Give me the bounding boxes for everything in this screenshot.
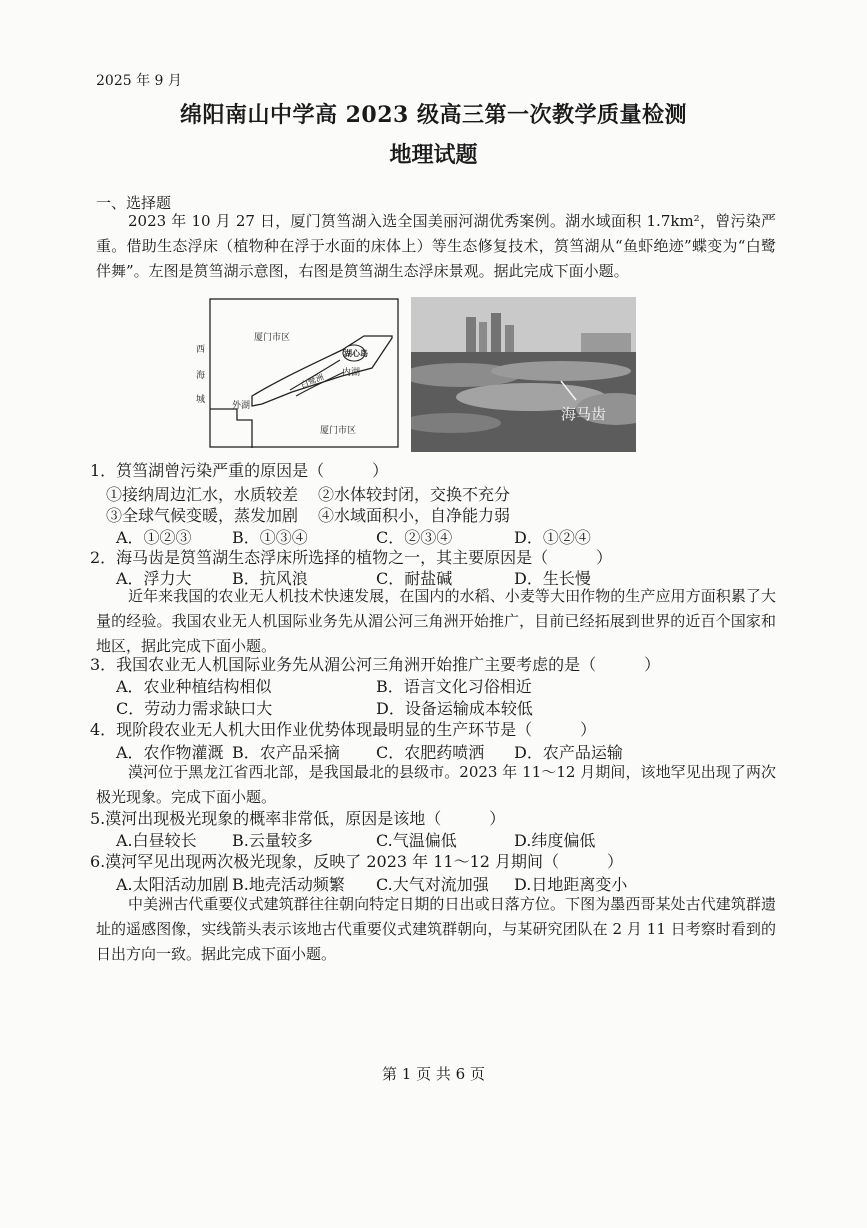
map-label-seawall-1: 西: [196, 345, 206, 355]
passage-yundang-lake: 2023 年 10 月 27 日，厦门筼筜湖入选全国美丽河湖优秀案例。湖水域面积 1.7km²，曾污染严重。借助生态浮床（植物种在浮于水面的床体上）等生态修复技术，筼筜湖从“鱼虾绝迹”蝶变为“白鹭伴舞”。左图是筼筜湖示意图，右图是筼筜湖生态浮床景观。据此完成下面小题。: [96, 212, 776, 280]
exam-title: 绵阳南山中学高 2023 级高三第一次教学质量检测: [179, 102, 688, 128]
page-footer: 第 1 页 共 6 页: [382, 1065, 485, 1083]
question-6-stem: 6.漠河罕见出现两次极光现象，反映了 2023 年 11～12 月期间（ ）: [90, 852, 624, 871]
q3-option-b[interactable]: B．语言文化习俗相近: [376, 677, 532, 696]
q3-option-a[interactable]: A．农业种植结构相似: [116, 677, 272, 696]
exam-subtitle: 地理试题: [389, 142, 478, 168]
map-label-egret-islet: 白鹭洲: [299, 372, 326, 390]
q3-option-d[interactable]: D．设备运输成本较低: [376, 699, 533, 718]
passage-mesoamerica: 中美洲古代重要仪式建筑群往往朝向特定日期的日出或日落方位。下图为墨西哥某处古代建筑群遗址的遥感图像，实线箭头表示该地古代重要仪式建筑群朝向，与某研究团队在 2 月 11 日考察时看到的日出方向一致。据此完成下面小题。: [96, 895, 776, 963]
q1-option-b[interactable]: B．①③④: [232, 528, 308, 547]
section-title: 一、选择题: [96, 194, 172, 212]
question-1-stem: 1．筼筜湖曾污染严重的原因是（ ）: [90, 461, 389, 480]
q1-item-3: ③全球气候变暖，蒸发加剧: [106, 506, 299, 525]
yundang-lake-map: [192, 298, 400, 450]
q5-option-d[interactable]: D.纬度偏低: [514, 831, 596, 850]
question-4-stem: 4．现阶段农业无人机大田作业优势体现最明显的生产环节是（ ）: [90, 720, 597, 739]
question-5-stem: 5.漠河出现极光现象的概率非常低，原因是该地（ ）: [90, 809, 506, 828]
q6-option-b[interactable]: B.地壳活动频繁: [232, 875, 345, 894]
q2-option-a[interactable]: A．浮力大: [116, 569, 192, 588]
floating-bed-scene: [411, 297, 636, 452]
q2-option-c[interactable]: C．耐盐碱: [376, 569, 453, 588]
q4-option-b[interactable]: B．农产品采摘: [232, 743, 340, 762]
q5-option-c[interactable]: C.气温偏低: [376, 831, 457, 850]
question-3-stem: 3．我国农业无人机国际业务先从湄公河三角洲开始推广主要考虑的是（ ）: [90, 655, 661, 674]
exam-date: 2025 年 9 月: [96, 73, 182, 89]
map-label-seawall-2: 海: [196, 371, 206, 381]
q3-option-c[interactable]: C．劳动力需求缺口大: [116, 699, 273, 718]
q1-item-4: ④水域面积小，自净能力弱: [318, 506, 511, 525]
q1-option-c[interactable]: C．②③④: [376, 528, 453, 547]
map-label-seawall-3: 城: [196, 395, 206, 405]
map-label-city-south: 厦门市区: [320, 426, 357, 436]
map-label-city-north: 厦门市区: [254, 333, 291, 343]
q5-option-a[interactable]: A.白昼较长: [116, 831, 197, 850]
q4-option-a[interactable]: A．农作物灌溉: [116, 743, 224, 762]
q2-option-b[interactable]: B．抗风浪: [232, 569, 308, 588]
q1-option-a[interactable]: A．①②③: [116, 528, 192, 547]
passage-mohe-aurora: 漠河位于黑龙江省西北部，是我国最北的县级市。2023 年 11～12 月期间，该地罕见出现了两次极光现象。完成下面小题。: [96, 763, 776, 806]
q4-option-d[interactable]: D．农产品运输: [514, 743, 623, 762]
passage-agri-drone: 近年来我国的农业无人机技术快速发展，在国内的水稻、小麦等大田作物的生产应用方面积累了大量的经验。我国农业无人机国际业务先从湄公河三角洲开始推广，目前已经拓展到世界的近百个国家和地区，据此完成下面小题。: [96, 587, 776, 655]
q6-option-d[interactable]: D.日地距离变小: [514, 875, 628, 894]
q1-item-2: ②水体较封闭，交换不充分: [318, 485, 511, 504]
q6-option-a[interactable]: A.太阳活动加剧: [116, 875, 229, 894]
q1-item-1: ①接纳周边汇水，水质较差: [106, 485, 299, 504]
map-label-outer-lake: 外湖: [232, 401, 251, 411]
question-2-stem: 2．海马齿是筼筜湖生态浮床所选择的植物之一，其主要原因是（ ）: [90, 548, 613, 567]
floating-bed-photo: [411, 297, 636, 452]
map-label-inner-lake: 内湖: [342, 368, 361, 378]
q2-option-d[interactable]: D．生长慢: [514, 569, 591, 588]
q6-option-c[interactable]: C.大气对流加强: [376, 875, 489, 894]
q1-option-d[interactable]: D．①②④: [514, 528, 591, 547]
q5-option-b[interactable]: B.云量较多: [232, 831, 313, 850]
photo-label-sea-purslane: 海马齿: [561, 405, 607, 423]
q4-option-c[interactable]: C．农肥药喷洒: [376, 743, 485, 762]
map-label-heart-island: 湖心岛: [344, 349, 368, 358]
